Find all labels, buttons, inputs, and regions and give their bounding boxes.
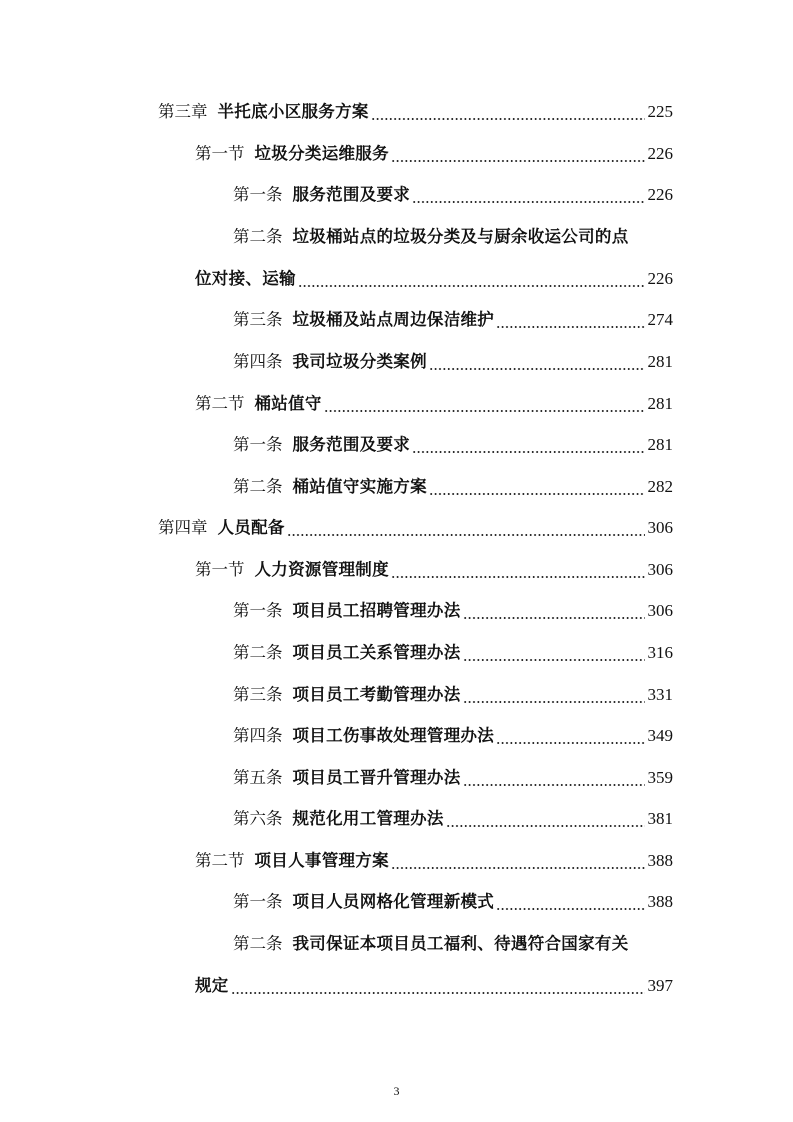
toc-entry-continuation[interactable] <box>195 968 673 996</box>
dot-leader <box>496 310 644 330</box>
toc-entry-article[interactable] <box>233 469 673 497</box>
toc-entry-section[interactable] <box>195 552 673 580</box>
entry-page: 388 <box>647 851 673 870</box>
toc-entry-chapter[interactable] <box>158 94 673 122</box>
entry-title: 项目人员网格化管理新模式 <box>292 892 495 911</box>
entry-title: 桶站值守实施方案 <box>292 477 427 496</box>
entry-page: 226 <box>647 144 673 163</box>
entry-number: 第四条 <box>233 726 283 745</box>
entry-title-continued: 位对接、运输 <box>195 269 296 288</box>
dot-leader <box>429 477 645 497</box>
toc-entry-section[interactable] <box>195 386 673 414</box>
entry-page: 274 <box>647 310 673 329</box>
entry-page: 282 <box>647 477 673 496</box>
entry-number: 第一条 <box>233 185 283 204</box>
entry-title: 项目员工晋升管理办法 <box>292 768 461 787</box>
entry-number: 第一条 <box>233 435 283 454</box>
entry-number: 第五条 <box>233 768 283 787</box>
entry-title: 桶站值守 <box>254 394 322 413</box>
entry-title: 服务范围及要求 <box>292 435 411 454</box>
entry-page: 281 <box>647 394 673 413</box>
toc-entry-article[interactable] <box>233 801 673 829</box>
dot-leader <box>463 601 645 621</box>
entry-title: 项目工伤事故处理管理办法 <box>292 726 495 745</box>
entry-number: 第一节 <box>195 144 245 163</box>
entry-number: 第四条 <box>233 352 283 371</box>
dot-leader <box>287 518 645 538</box>
toc-entry-article[interactable] <box>233 884 673 912</box>
entry-number: 第四章 <box>158 518 208 537</box>
entry-number: 第一条 <box>233 892 283 911</box>
entry-title: 垃圾桶站点的垃圾分类及与厨余收运公司的点 <box>292 227 629 246</box>
entry-number: 第六条 <box>233 809 283 828</box>
dot-leader <box>429 352 645 372</box>
entry-number: 第一条 <box>233 601 283 620</box>
entry-number: 第二条 <box>233 934 283 953</box>
entry-title-continued: 规定 <box>195 976 229 995</box>
entry-page: 306 <box>647 560 673 579</box>
toc-entry-chapter[interactable] <box>158 510 673 538</box>
toc-entry-article[interactable] <box>233 177 673 205</box>
entry-title: 项目员工招聘管理办法 <box>292 601 461 620</box>
entry-page: 281 <box>647 435 673 454</box>
toc-entry-article[interactable] <box>233 302 673 330</box>
entry-page: 306 <box>647 518 673 537</box>
toc-entry-article-wrapped[interactable] <box>233 219 629 247</box>
entry-title: 人员配备 <box>217 518 285 537</box>
dot-leader <box>391 851 645 871</box>
toc-entry-article[interactable] <box>233 344 673 372</box>
entry-number: 第二条 <box>233 227 283 246</box>
entry-page: 388 <box>647 892 673 911</box>
dot-leader <box>463 768 645 788</box>
entry-number: 第二条 <box>233 477 283 496</box>
entry-title: 人力资源管理制度 <box>254 560 389 579</box>
entry-number: 第二节 <box>195 851 245 870</box>
dot-leader <box>412 185 644 205</box>
entry-page: 226 <box>647 185 673 204</box>
entry-title: 半托底小区服务方案 <box>217 102 369 121</box>
dot-leader <box>231 976 645 996</box>
toc-entry-article[interactable] <box>233 760 673 788</box>
entry-title: 垃圾桶及站点周边保洁维护 <box>292 310 495 329</box>
dot-leader <box>496 892 644 912</box>
dot-leader <box>391 144 645 164</box>
dot-leader <box>391 560 645 580</box>
entry-title: 我司垃圾分类案例 <box>292 352 427 371</box>
entry-number: 第三章 <box>158 102 208 121</box>
dot-leader <box>496 726 644 746</box>
entry-page: 349 <box>647 726 673 745</box>
entry-page: 381 <box>647 809 673 828</box>
dot-leader <box>298 269 645 289</box>
entry-page: 281 <box>647 352 673 371</box>
toc-entry-article[interactable] <box>233 635 673 663</box>
entry-title: 我司保证本项目员工福利、待遇符合国家有关 <box>292 934 629 953</box>
entry-title: 服务范围及要求 <box>292 185 411 204</box>
toc-entry-article-wrapped[interactable] <box>233 926 629 954</box>
dot-leader <box>412 435 644 455</box>
dot-leader <box>463 685 645 705</box>
entry-page: 316 <box>647 643 673 662</box>
entry-title: 垃圾分类运维服务 <box>254 144 389 163</box>
dot-leader <box>371 102 645 122</box>
entry-number: 第二条 <box>233 643 283 662</box>
entry-page: 331 <box>647 685 673 704</box>
entry-page: 359 <box>647 768 673 787</box>
dot-leader <box>446 809 645 829</box>
entry-title: 项目员工考勤管理办法 <box>292 685 461 704</box>
entry-page: 225 <box>647 102 673 121</box>
toc-entry-section[interactable] <box>195 136 673 164</box>
page-number: 3 <box>393 1084 400 1098</box>
entry-number: 第二节 <box>195 394 245 413</box>
entry-number: 第一节 <box>195 560 245 579</box>
entry-number: 第三条 <box>233 310 283 329</box>
entry-title: 规范化用工管理办法 <box>292 809 444 828</box>
entry-page: 306 <box>647 601 673 620</box>
toc-entry-article[interactable] <box>233 427 673 455</box>
toc-entry-continuation[interactable] <box>195 261 673 289</box>
entry-page: 397 <box>647 976 673 995</box>
dot-leader <box>324 394 645 414</box>
toc-entry-article[interactable] <box>233 718 673 746</box>
toc-entry-article[interactable] <box>233 677 673 705</box>
entry-page: 226 <box>647 269 673 288</box>
toc-entry-section[interactable] <box>195 843 673 871</box>
dot-leader <box>463 643 645 663</box>
entry-title: 项目人事管理方案 <box>254 851 389 870</box>
toc-entry-article[interactable] <box>233 593 673 621</box>
entry-number: 第三条 <box>233 685 283 704</box>
entry-title: 项目员工关系管理办法 <box>292 643 461 662</box>
